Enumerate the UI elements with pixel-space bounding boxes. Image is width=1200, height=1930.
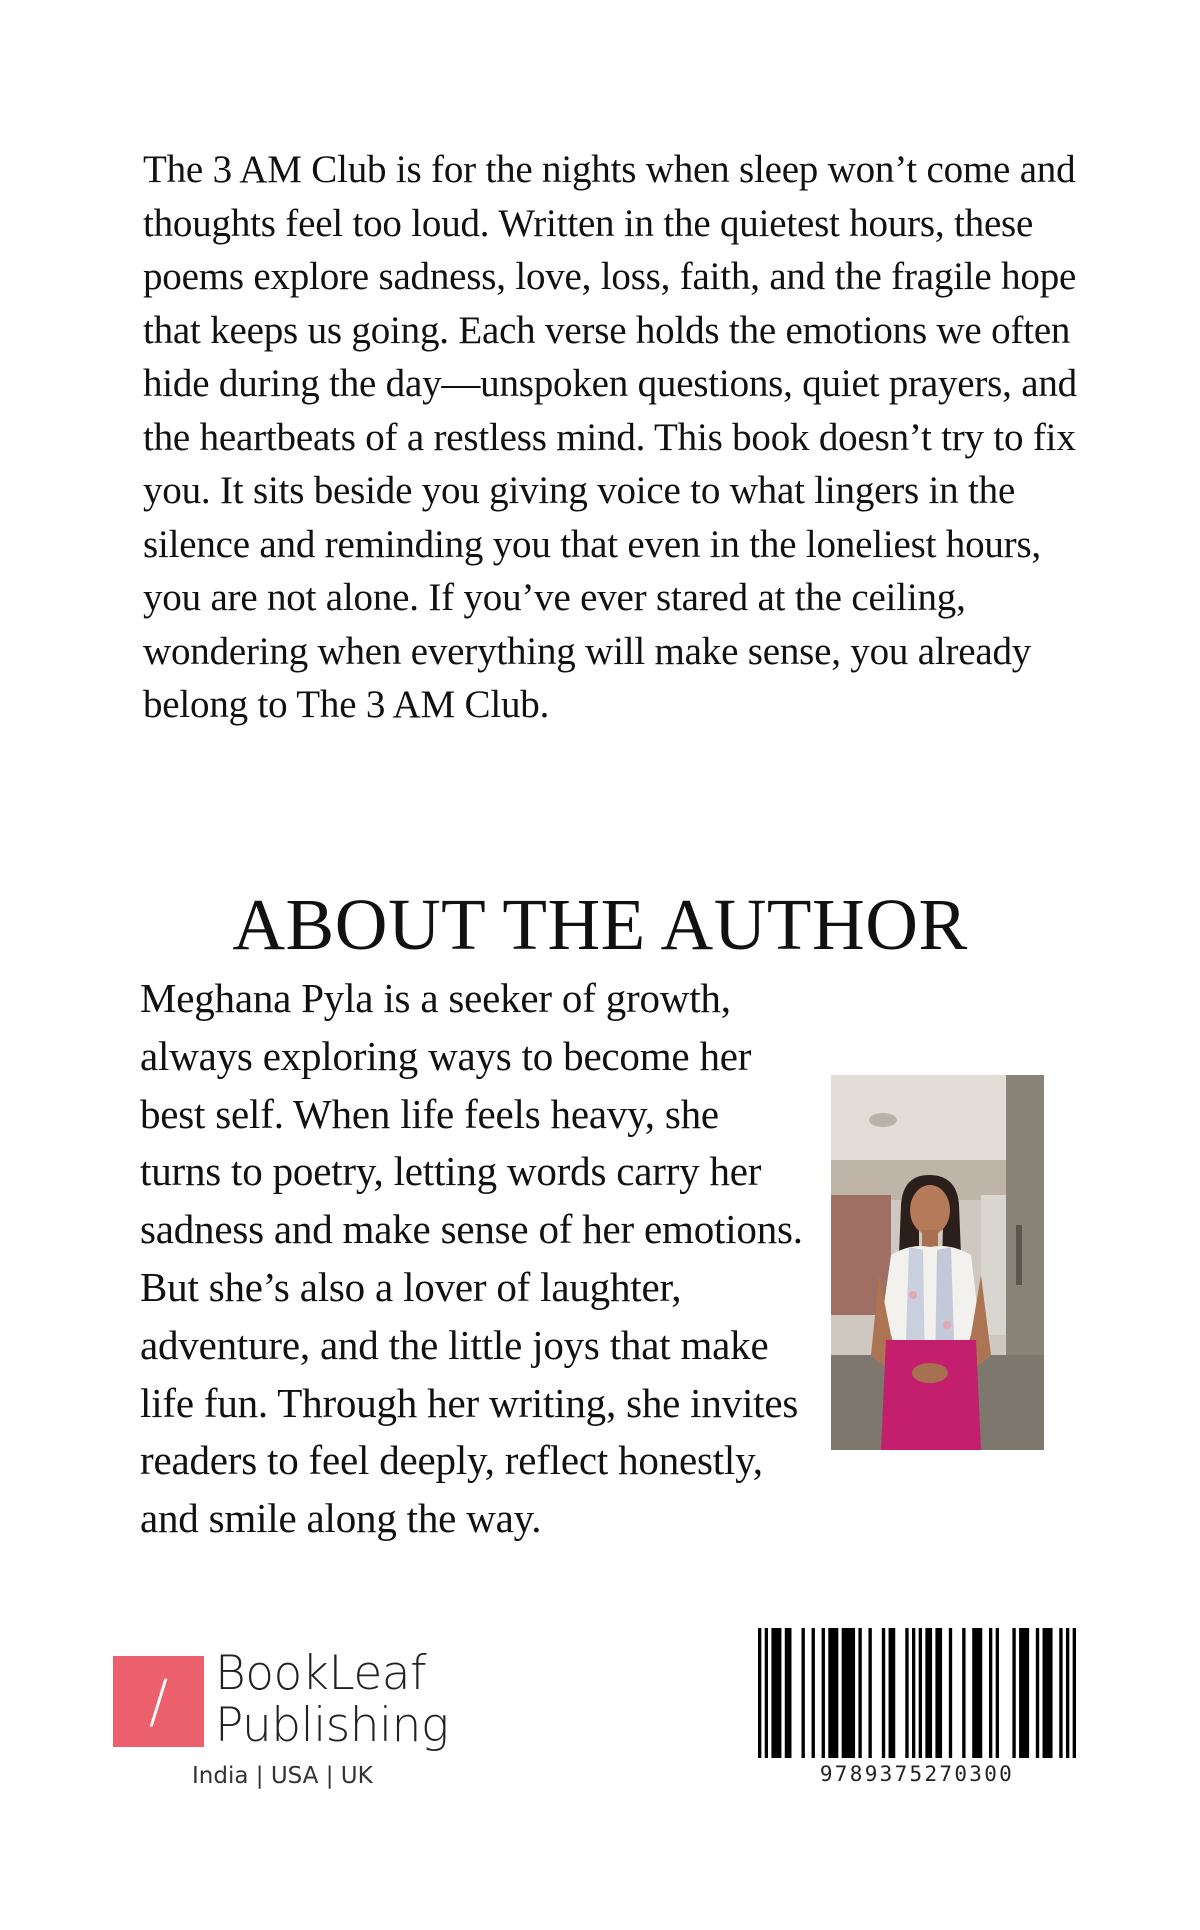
barcode-bar [828, 1628, 838, 1758]
barcode-bar [765, 1628, 768, 1758]
barcode-bar [758, 1628, 761, 1758]
barcode-bar [925, 1628, 932, 1758]
barcode-bar [1036, 1628, 1039, 1758]
slash-icon: / [148, 1667, 169, 1735]
publisher-logo [113, 1648, 473, 1798]
publisher-logo-mark [113, 1656, 204, 1747]
barcode-bar [771, 1628, 781, 1758]
about-the-author-heading: ABOUT THE AUTHOR [232, 884, 968, 965]
publisher-name-line2: Publishing [215, 1698, 449, 1753]
barcode-bar [1043, 1628, 1053, 1758]
barcode-bar [905, 1628, 908, 1758]
barcode-bar [785, 1628, 792, 1758]
barcode-bar [912, 1628, 915, 1758]
barcode-bar [935, 1628, 942, 1758]
barcode-bar [962, 1628, 965, 1758]
barcode-bar [802, 1628, 805, 1758]
barcode-bar [889, 1628, 896, 1758]
publisher-name-line1: BookLeaf [215, 1646, 427, 1701]
author-bio: Meghana Pyla is a seeker of growth, always exploring ways to become her best self. When life feels heavy, she turns to poetry, letting words carry her sadness and make sense of her emotions. But she’s also a lover of laughter, adventure, and the little joys that make life fun. Through her writing, she invites readers to feel deeply, reflect honestly, and smile along the way. [140, 975, 803, 1542]
barcode-bar [919, 1628, 922, 1758]
barcode-bar [1012, 1628, 1015, 1758]
barcode-bar [842, 1628, 855, 1758]
barcode-bar [822, 1628, 825, 1758]
barcode-bar [858, 1628, 861, 1758]
back-cover-blurb: The 3 AM Club is for the nights when sleep won’t come and thoughts feel too loud. Written in the quietest hours, these poems explore sadness, love, loss, faith, and the fragile hope that keeps us going. Each verse holds the emotions we often hide during the day—unspoken questions, quiet prayers, and the heartbeats of a restless mind. This book doesn’t try to fix you. It sits beside you giving voice to what lingers in the silence and reminding you that even in the loneliest hours, you are not alone. If you’ve ever stared at the ceiling, wondering when everything will make sense, you already belong to The 3 AM Club. [143, 148, 1077, 726]
publisher-regions: India | USA | UK [192, 1763, 373, 1789]
barcode-bar [882, 1628, 885, 1758]
barcode-bar [1073, 1628, 1076, 1758]
author-photo [831, 1075, 1044, 1450]
barcode-bar [996, 1628, 999, 1758]
barcode-bar [868, 1628, 871, 1758]
barcode-bar [972, 1628, 982, 1758]
barcode-bar [989, 1628, 992, 1758]
publisher-name [215, 1648, 449, 1752]
barcode-bar [1019, 1628, 1029, 1758]
isbn-number: 9789375270300 [819, 1762, 1015, 1786]
isbn-barcode [758, 1628, 1076, 1758]
barcode-bar [1066, 1628, 1069, 1758]
barcode-bar [949, 1628, 952, 1758]
barcode-bar [1059, 1628, 1062, 1758]
barcode-bar [812, 1628, 815, 1758]
